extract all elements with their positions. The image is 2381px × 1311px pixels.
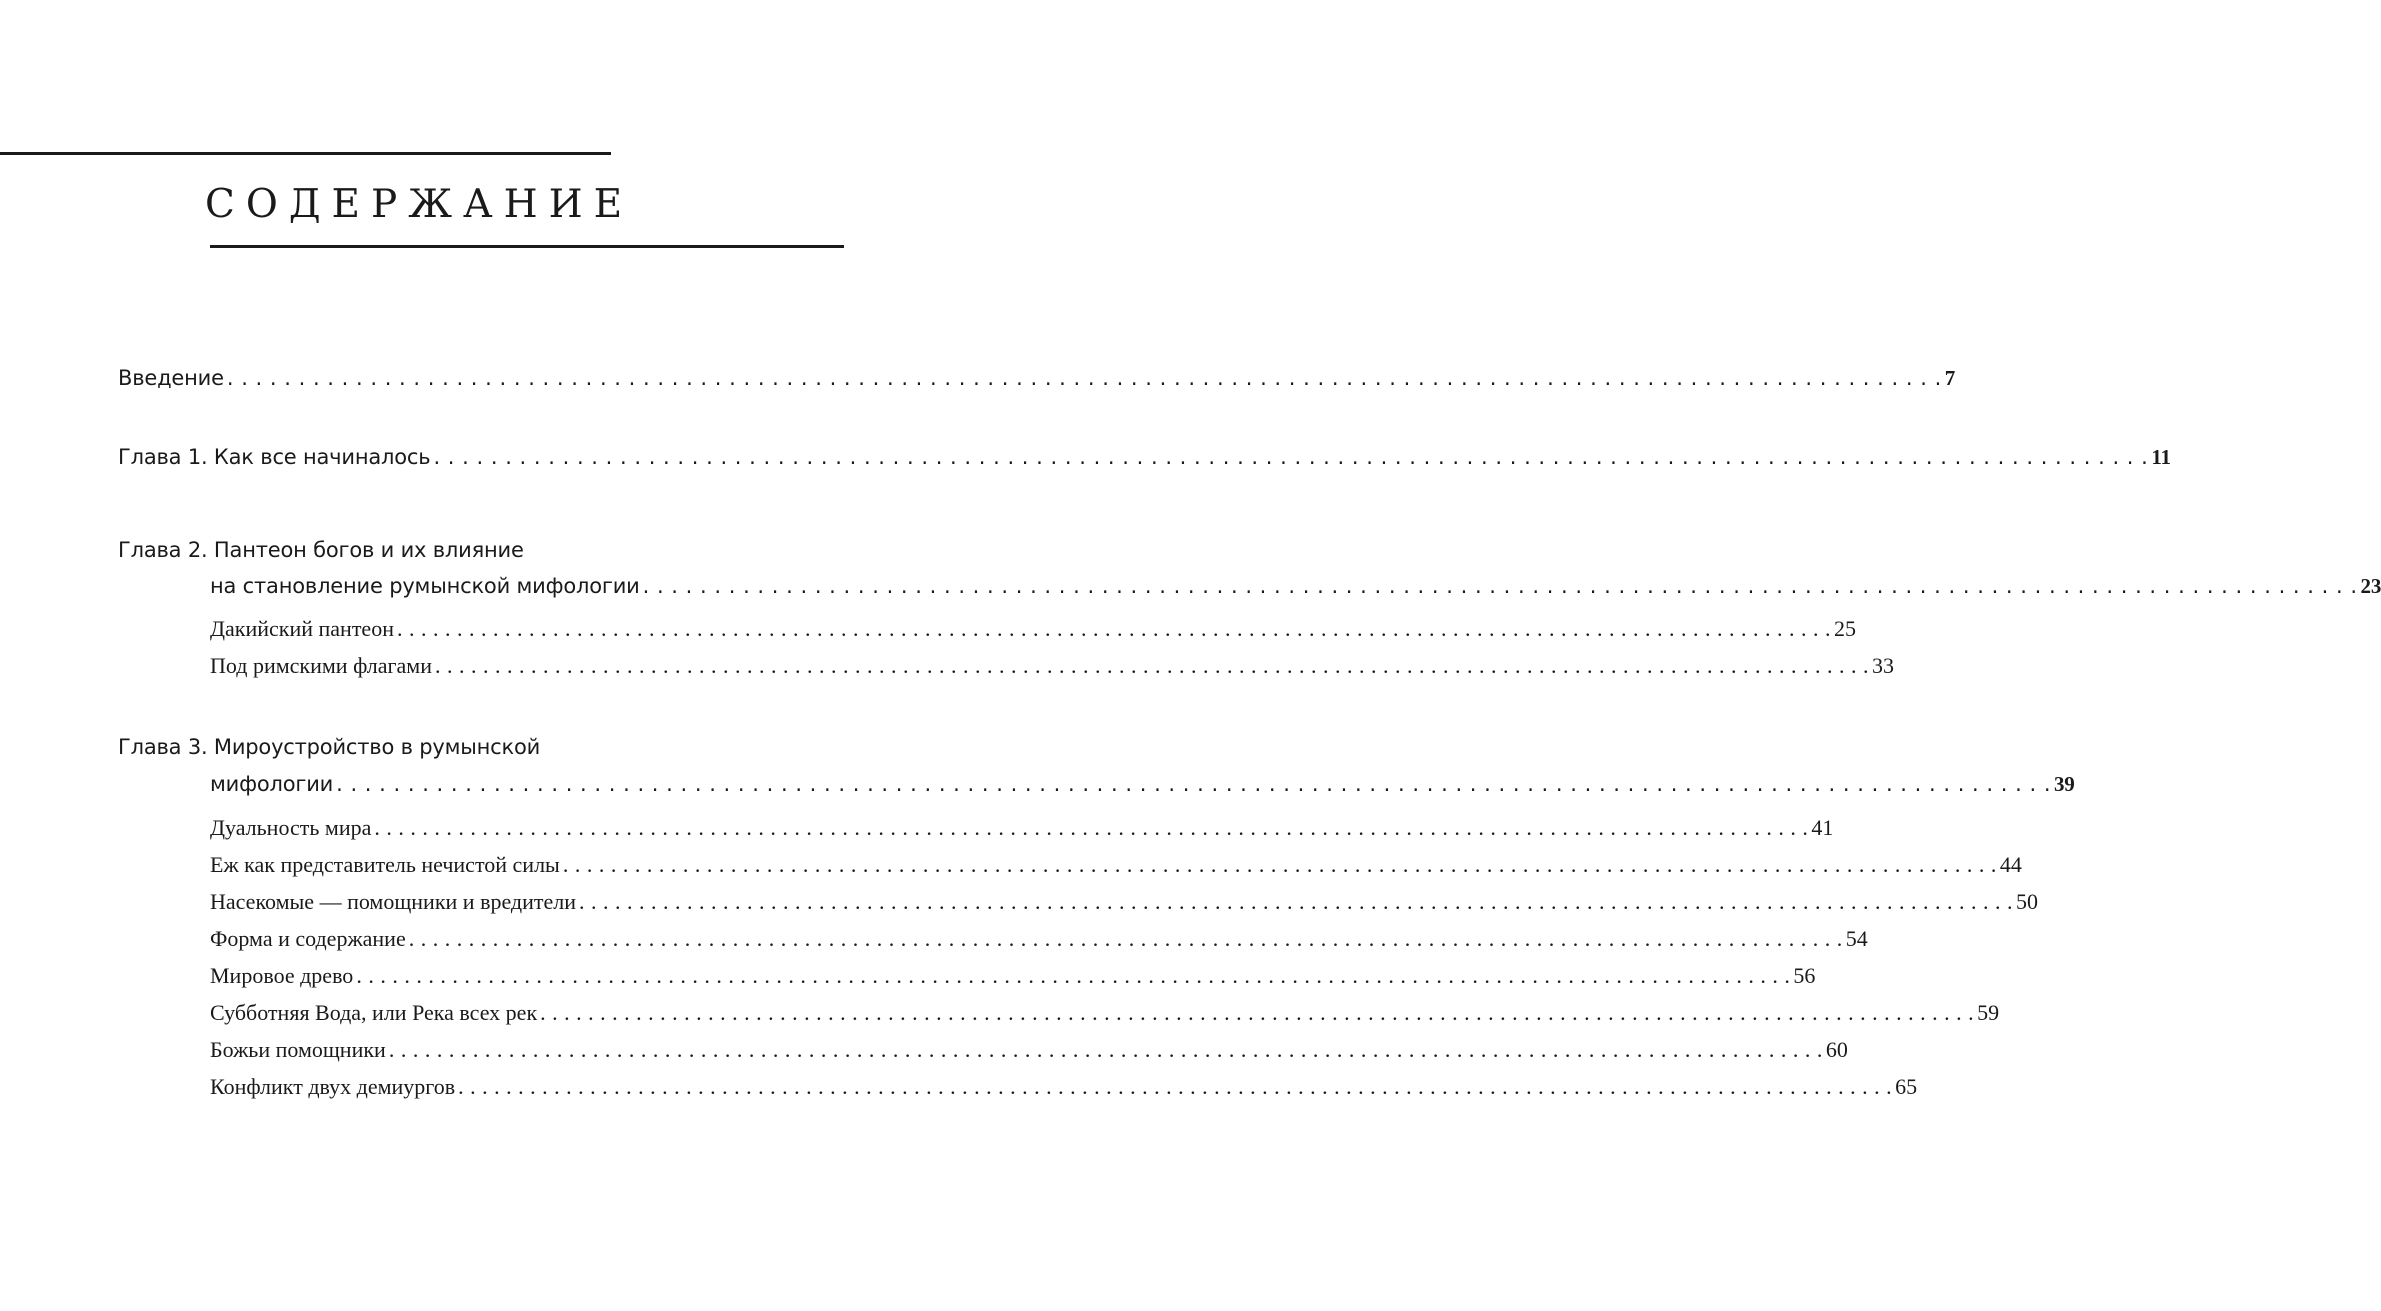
toc-entry-label: Глава 1. Как все начиналось (118, 445, 431, 469)
toc-entry-page: 54 (1845, 926, 1868, 951)
toc-entry-chapter-1[interactable] (118, 442, 2171, 472)
toc-subentry[interactable] (210, 924, 1868, 954)
toc-entry-chapter-2-line1[interactable]: Глава 2. Пантеон богов и их влияние (118, 538, 524, 562)
toc-entry-label: на становление румынской мифологии (210, 574, 640, 598)
dot-leader: . . . . . . . . . . . . . . . . . . . . . . . . . . . . . . . . . . . . . . . . . . . . . . . . . . . . . . . . . . . . . . . . . . . . . . . . . . . . . . . . . . . . . . . . . . . . . . . . . . . . . . . . . . . . . . . . . . . . . . . . (435, 653, 1869, 678)
toc-entry-label: Божьи помощники (210, 1037, 386, 1062)
toc-entry-page: 60 (1825, 1037, 1848, 1062)
toc-subentry[interactable] (210, 614, 1856, 644)
toc-subentry[interactable] (210, 998, 2000, 1028)
toc-entry-intro[interactable] (118, 363, 1956, 393)
toc-subentry[interactable] (210, 1035, 1848, 1065)
dot-leader: . . . . . . . . . . . . . . . . . . . . . . . . . . . . . . . . . . . . . . . . . . . . . . . . . . . . . . . . . . . . . . . . . . . . . . . . . . . . . . . . . . . . . . . . . . . . . . . . . . . . . . . . . . . . . . . . . . . . . . . . (642, 574, 2358, 598)
toc-entry-page: 59 (1977, 1000, 2000, 1025)
toc-entry-label: Мировое древо (210, 963, 354, 988)
toc-entry-chapter-2[interactable] (210, 571, 2381, 601)
dot-leader: . . . . . . . . . . . . . . . . . . . . . . . . . . . . . . . . . . . . . . . . . . . . . . . . . . . . . . . . . . . . . . . . . . . . . . . . . . . . . . . . . . . . . . . . . . . . . . . . . . . . . . . . . . . . . . . . . . . . . . . . (408, 926, 1843, 951)
dot-leader: . . . . . . . . . . . . . . . . . . . . . . . . . . . . . . . . . . . . . . . . . . . . . . . . . . . . . . . . . . . . . . . . . . . . . . . . . . . . . . . . . . . . . . . . . . . . . . . . . . . . . . . . . . . . . . . . . . . . . . . . (540, 1000, 1975, 1025)
dot-leader: . . . . . . . . . . . . . . . . . . . . . . . . . . . . . . . . . . . . . . . . . . . . . . . . . . . . . . . . . . . . . . . . . . . . . . . . . . . . . . . . . . . . . . . . . . . . . . . . . . . . . . . . . . . . . . . . . . . . . . . . (458, 1074, 1893, 1099)
toc-entry-label: Дакийский пантеон (210, 616, 394, 641)
toc-subentry[interactable] (210, 961, 1816, 991)
toc-subentry[interactable] (210, 813, 1834, 843)
toc-entry-label: Форма и содержание (210, 926, 406, 951)
toc-entry-label: Дуальность мира (210, 815, 372, 840)
toc-entry-page: 56 (1793, 963, 1816, 988)
toc-subentry[interactable] (210, 651, 1894, 681)
dot-leader: . . . . . . . . . . . . . . . . . . . . . . . . . . . . . . . . . . . . . . . . . . . . . . . . . . . . . . . . . . . . . . . . . . . . . . . . . . . . . . . . . . . . . . . . . . . . . . . . . . . . . . . . . . . . . . . . . . . . . . . . (226, 366, 1942, 390)
toc-subentry[interactable] (210, 850, 2022, 880)
toc-entry-label: мифологии (210, 772, 334, 796)
toc-entry-page: 25 (1833, 616, 1856, 641)
toc-entry-page: 65 (1895, 1074, 1918, 1099)
toc-entry-page: 23 (2360, 574, 2381, 598)
dot-leader: . . . . . . . . . . . . . . . . . . . . . . . . . . . . . . . . . . . . . . . . . . . . . . . . . . . . . . . . . . . . . . . . . . . . . . . . . . . . . . . . . . . . . . . . . . . . . . . . . . . . . . . . . . . . . . . . . . . . . . . . (388, 1037, 1823, 1062)
toc-entry-page: 44 (1999, 852, 2022, 877)
toc-entry-label: Введение (118, 366, 224, 390)
dot-leader: . . . . . . . . . . . . . . . . . . . . . . . . . . . . . . . . . . . . . . . . . . . . . . . . . . . . . . . . . . . . . . . . . . . . . . . . . . . . . . . . . . . . . . . . . . . . . . . . . . . . . . . . . . . . . . . . . . . . . . . . (396, 616, 1831, 641)
toc-subentry[interactable] (210, 887, 2039, 917)
dot-leader: . . . . . . . . . . . . . . . . . . . . . . . . . . . . . . . . . . . . . . . . . . . . . . . . . . . . . . . . . . . . . . . . . . . . . . . . . . . . . . . . . . . . . . . . . . . . . . . . . . . . . . . . . . . . . . . . . . . . . . . . (374, 815, 1809, 840)
dot-leader: . . . . . . . . . . . . . . . . . . . . . . . . . . . . . . . . . . . . . . . . . . . . . . . . . . . . . . . . . . . . . . . . . . . . . . . . . . . . . . . . . . . . . . . . . . . . . . . . . . . . . . . . . . . . . . . . . . . . . . . . (562, 852, 1997, 877)
toc-entry-page: 11 (2151, 445, 2171, 469)
toc-entry-page: 7 (1944, 366, 1956, 390)
toc-subentry[interactable] (210, 1072, 1918, 1102)
toc-entry-page: 41 (1811, 815, 1834, 840)
toc-entry-chapter-3[interactable] (210, 769, 2075, 799)
dot-leader: . . . . . . . . . . . . . . . . . . . . . . . . . . . . . . . . . . . . . . . . . . . . . . . . . . . . . . . . . . . . . . . . . . . . . . . . . . . . . . . . . . . . . . . . . . . . . . . . . . . . . . . . . . . . . . . . . . . . . . . . (336, 772, 2051, 796)
dot-leader: . . . . . . . . . . . . . . . . . . . . . . . . . . . . . . . . . . . . . . . . . . . . . . . . . . . . . . . . . . . . . . . . . . . . . . . . . . . . . . . . . . . . . . . . . . . . . . . . . . . . . . . . . . . . . . . . . . . . . . . . (579, 889, 2014, 914)
toc-entry-label: Насекомые — помощники и вредители (210, 889, 577, 914)
dot-leader: . . . . . . . . . . . . . . . . . . . . . . . . . . . . . . . . . . . . . . . . . . . . . . . . . . . . . . . . . . . . . . . . . . . . . . . . . . . . . . . . . . . . . . . . . . . . . . . . . . . . . . . . . . . . . . . . . . . . . . . . (433, 445, 2149, 469)
toc-entry-label: Субботняя Вода, или Река всех рек (210, 1000, 538, 1025)
toc-entry-label: Еж как представитель нечистой силы (210, 852, 560, 877)
dot-leader: . . . . . . . . . . . . . . . . . . . . . . . . . . . . . . . . . . . . . . . . . . . . . . . . . . . . . . . . . . . . . . . . . . . . . . . . . . . . . . . . . . . . . . . . . . . . . . . . . . . . . . . . . . . . . . . . . . . . . . . . (356, 963, 1791, 988)
page-title: СОДЕРЖАНИЕ (205, 182, 634, 227)
toc-entry-label: Конфликт двух демиургов (210, 1074, 456, 1099)
toc-entry-page: 39 (2054, 772, 2075, 796)
toc-entry-page: 33 (1872, 653, 1894, 678)
toc-entry-label: Под римскими флагами (210, 653, 432, 678)
toc-entry-page: 50 (2016, 889, 2039, 914)
toc-entry-chapter-3-line1[interactable]: Глава 3. Мироустройство в румынской (118, 735, 541, 759)
